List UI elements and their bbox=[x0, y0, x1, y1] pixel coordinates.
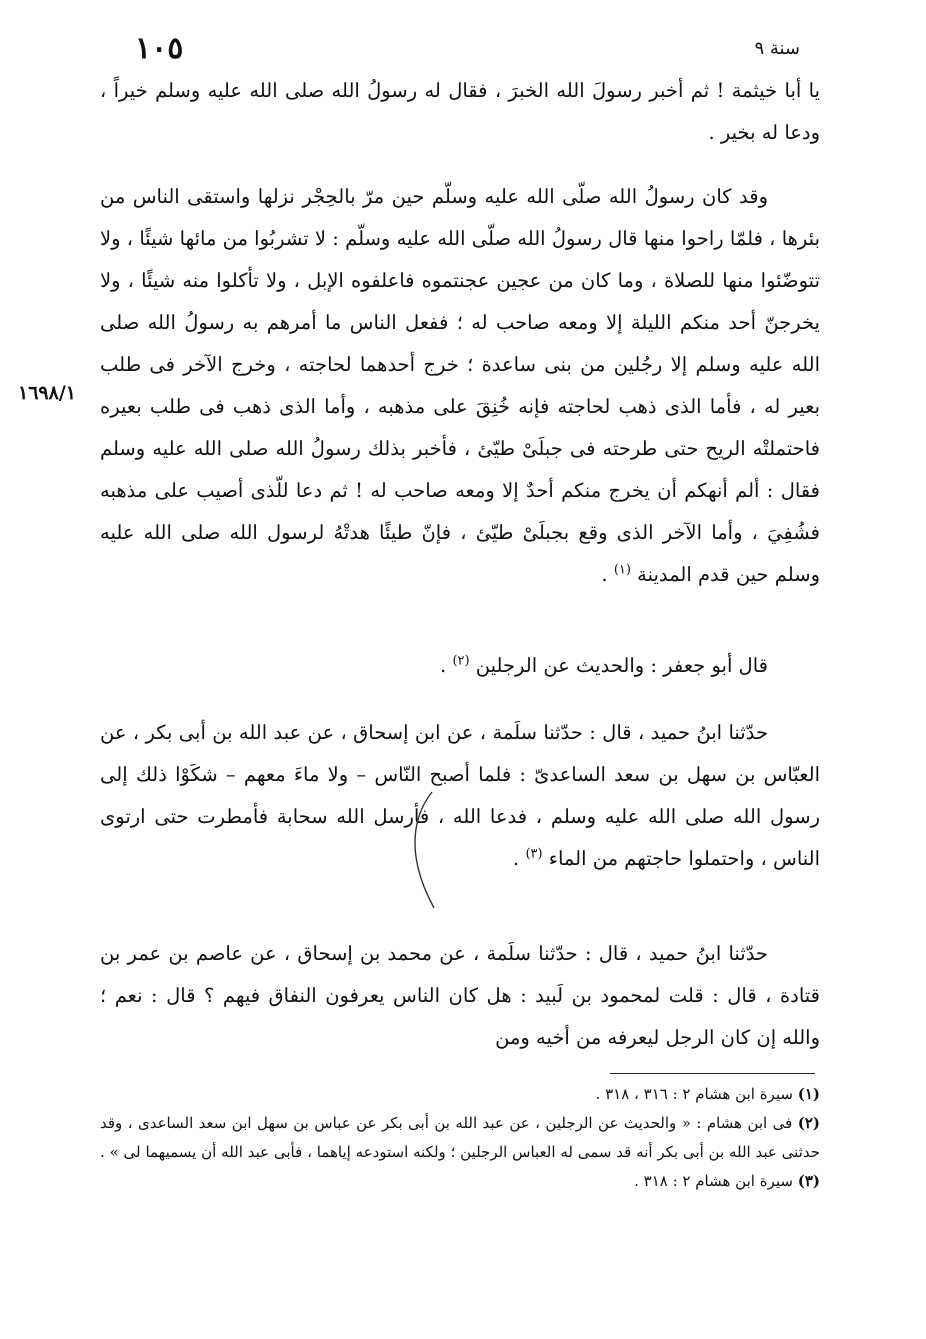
page-number: ١٠٥ bbox=[135, 30, 184, 66]
main-text bbox=[100, 70, 820, 650]
footnote-2-text: فى ابن هشام : « والحديث عن الرجلين ، عن عبد الله بن أبى بكر عن عباس بن سهل ابن سعد الساعدى ، وقد حدثنى عبد الله بن أبى بكر أنه قد سمى له العباس الرجلين ؛ ولكنه استودعه إياهما ، فأبى عبد الله أن يسميهما لى » . bbox=[100, 1114, 820, 1161]
footnote-1 bbox=[100, 1080, 820, 1109]
paragraph-1 bbox=[100, 70, 820, 154]
footnote-1-text: سيرة ابن هشام ٢ : ٣١٦ ، ٣١٨ . bbox=[595, 1085, 793, 1103]
page-header bbox=[135, 28, 800, 68]
footnote-ref-3: (٣) bbox=[525, 846, 543, 862]
paragraph-hijr: وقد كان رسولُ الله صلّى الله عليه وسلّم حين مرّ بالحِجْر نزلها واستقى الناس من بئرها ، فلمّا راحوا منها قال رسولُ الله صلّى الله عليه وسلّم : لا تشربُوا من مائها شيئًا ، ولا تتوضّئوا منها للصلاة ، وما كان من عجين عجنتموه فاعلفوه الإبل ، ولا تأكلوا منه شيئًا ، ولا يخرجنّ أحد منكم الليلة إلا ومعه صاحب له ؛ ففعل الناس ما أمرهم به رسولُ الله صلى الله عليه وسلم إلا رجُلين من بنى ساعدة ؛ خرج أحدهما لحاجته ، وخرج الآخر فى طلب بعير له ، فأما الذى ذهب لحاجته فإنه خُنِقَ على مذهبه ، وأما الذى ذهب فى طلب بعيره فاحتملتْه الريح حتى طرحته فى جبلَىْ طيّئ ، فأخبر بذلك رسولُ الله صلى الله عليه وسلم فقال : ألم أنهكم أن يخرج منكم أحدٌ إلا ومعه صاحب له ! ثم دعا للّذى أصيب على مذهبه فشُفِيَ ، وأما الآخر الذى وقع بجبلَىْ طيّئ ، فإنّ طيئًا هدتْهُ لرسول الله صلى الله عليه وسلم حين قدم المدينة $^{(١)}$ . bbox=[100, 185, 820, 586]
section-title: قال أبو جعفر : والحديث عن الرجلين $^{(٢)}$ . bbox=[440, 653, 768, 677]
footnote-2 bbox=[100, 1109, 820, 1196]
paragraph-hijr-text: وقد كان رسولُ الله صلّى الله عليه وسلّم حين مرّ بالحِجْر نزلها واستقى الناس من بئرها ، فلمّا راحوا منها قال رسولُ الله صلّى الله عليه وسلّم : لا تشربُوا من مائها شيئًا ، ولا تتوضّئوا منها للصلاة ، وما كان من عجين عجنتموه فاعلفوه الإبل ، ولا تأكلوا منه شيئًا ، ولا يخرجنّ أحد منكم الليلة إلا ومعه صاحب له ؛ ففعل الناس ما أمرهم به رسولُ الله صلى الله عليه وسلم إلا رجُلين من بنى ساعدة ؛ خرج أحدهما لحاجته ، وخرج الآخر فى طلب بعير له ، فأما الذى ذهب لحاجته فإنه خُنِقَ على مذهبه ، وأما الذى ذهب فى طلب بعيره فاحتملتْه الريح حتى طرحته فى جبلَىْ طيّئ ، فأخبر بذلك رسولُ الله صلى الله عليه وسلم فقال : ألم أنهكم أن يخرج منكم أحدٌ إلا ومعه صاحب له ! ثم دعا للّذى أصيب على مذهبه فشُفِيَ ، وأما الآخر الذى وقع بجبلَىْ طيّئ ، فإنّ طيئًا هدتْهُ لرسول الله صلى الله عليه وسلم حين قدم المدينة bbox=[100, 185, 820, 586]
running-head: سنة ٩ bbox=[754, 37, 800, 59]
footnote-rule bbox=[610, 1073, 815, 1074]
footnote-ref-1: (١) bbox=[613, 562, 631, 578]
paragraph-rain: حدّثنا ابنُ حميد ، قال : حدّثنا سلَمة ، عن ابن إسحاق ، عن عبد الله بن أبى بكر ، عن العبّاس بن سهل بن سعد الساعدىّ : فلما أصبح النّاس – ولا ماءَ معهم – شكَوْا ذلك إلى رسول الله صلى الله عليه وسلم ، فدعا الله ، فأرسل الله سحابة فأمطرت حتى ارتوى الناس ، واحتملوا حاجتهم من الماء $^{(٣)}$ . bbox=[100, 721, 820, 870]
footnote-ref-2: (٢) bbox=[452, 653, 470, 669]
paragraph-rain-text: حدّثنا ابنُ حميد ، قال : حدّثنا سلَمة ، عن ابن إسحاق ، عن عبد الله بن أبى بكر ، عن العبّاس بن سهل بن سعد الساعدىّ : فلما أصبح النّاس – ولا ماءَ معهم – شكَوْا ذلك إلى رسول الله صلى الله عليه وسلم ، فدعا الله ، فأرسل الله سحابة فأمطرت حتى ارتوى الناس ، واحتملوا حاجتهم من الماء bbox=[100, 721, 820, 870]
footnote-1-number: (١) bbox=[797, 1085, 820, 1103]
footnotes bbox=[100, 1080, 820, 1220]
paragraph-nifaq-text: حدّثنا ابنُ حميد ، قال : حدّثنا سلَمة ، عن محمد بن إسحاق ، عن عاصم بن عمر بن قتادة ، قال : قلت لمحمود بن لَبيد : هل كان الناس يعرفون النفاق فيهم ؟ قال : نعم ؛ والله إن كان الرجل ليعرفه من أخيه ومن bbox=[100, 942, 820, 1049]
marginal-note: ١٦٩٨/١ bbox=[18, 382, 76, 404]
section-title-text: قال أبو جعفر : والحديث عن الرجلين bbox=[475, 654, 768, 677]
footnote-3-text: سيرة ابن هشام ٢ : ٣١٨ . bbox=[634, 1172, 793, 1190]
paragraph-1-text: يا أبا خيثمة ! ثم أخبر رسولَ الله الخبرَ ، فقال له رسولُ الله صلى الله عليه وسلم خيراً ، ودعا له بخير . bbox=[100, 79, 820, 144]
footnote-2-number: (٢) bbox=[797, 1114, 820, 1132]
paragraph-nifaq bbox=[100, 933, 820, 1059]
footnote-3-number: (٣) bbox=[797, 1172, 820, 1190]
pencil-mark-icon bbox=[402, 790, 442, 910]
